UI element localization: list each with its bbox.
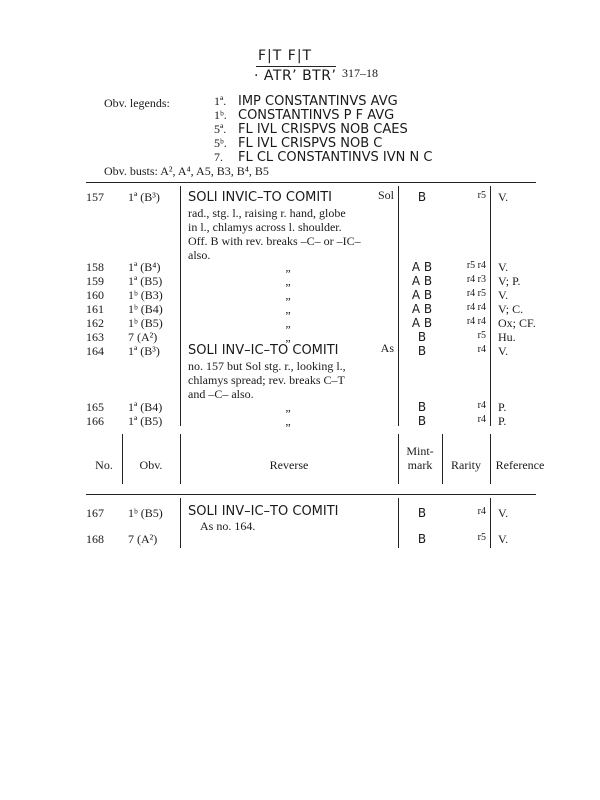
header-divider (256, 66, 336, 67)
table-row: 167 1ᵇ (B5) B r4 V. (86, 506, 509, 520)
legend-item: 1ᵇ. CONSTANTINVS P F AVG (214, 108, 395, 123)
table-row: 157 1ª (B³) B r5 V. (86, 190, 509, 204)
legend-item: 5ᵇ. FL IVL CRISPVS NOB C (214, 136, 383, 151)
column-header-rarity: Rarity (451, 458, 481, 472)
column-header-no: No. (95, 458, 113, 472)
table-row: 159 1ª (B5) „ A B r4 r3 V; P. (86, 274, 521, 288)
page-range: 317–18 (342, 66, 378, 80)
table-row: 161 1ᵇ (B4) „ A B r4 r4 V; C. (86, 302, 524, 316)
legend-item: 5ª. FL IVL CRISPVS NOB CAES (214, 122, 408, 137)
obverse-busts: Obv. busts: A², A⁴, A5, B3, B⁴, B5 (104, 164, 269, 178)
table-row: 165 1ª (B4) „ B r4 P. (86, 400, 507, 414)
table-row: 168 7 (A²) B r5 V. (86, 532, 509, 546)
legend-item: 1ª. IMP CONSTANTINVS AVG (214, 94, 398, 109)
table-row: 162 1ᵇ (B5) „ A B r4 r4 Ox; CF. (86, 316, 536, 330)
table-top-rule (86, 182, 536, 183)
legends-label: Obv. legends: (104, 96, 170, 110)
table-row: 158 1ª (B⁴) „ A B r5 r4 V. (86, 260, 509, 274)
legend-item: 7. FL CL CONSTANTINVS IVN N C (214, 150, 433, 165)
table-bottom-rule (86, 494, 536, 495)
reverse-description: SOLI INVIC–TO COMITI Sol rad., stg. l., raising r. hand, globe in l., chlamys across l. shoulder. Off. B with rev. breaks –C– or –IC– also. (188, 188, 394, 262)
table-row: 160 1ᵇ (B3) „ A B r4 r5 V. (86, 288, 509, 302)
column-header-reference: Reference (495, 458, 545, 472)
reverse-description: SOLI INV–IC–TO COMITI As no. 157 but Sol stg. r., looking l., chlamys spread; rev. breaks C–T and –C– also. (188, 341, 394, 401)
table-row: 166 1ª (B5) „ B r4 P. (86, 414, 507, 428)
reverse-description: SOLI INV–IC–TO COMITI As no. 164. (188, 504, 339, 533)
table-row: 163 7 (A²) „ B r5 Hu. (86, 330, 516, 344)
column-header-mint-1: Mint- (406, 444, 434, 458)
table-row: 164 1ª (B³) B r4 V. (86, 344, 509, 358)
mint-header-top: F|T F|T (258, 48, 313, 64)
mint-header-bottom: · ATR’ BTR’ (254, 68, 337, 84)
column-header-reverse: Reverse (269, 458, 309, 472)
column-header-mint-2: mark (407, 458, 433, 472)
column-header-obv: Obv. (139, 458, 163, 472)
